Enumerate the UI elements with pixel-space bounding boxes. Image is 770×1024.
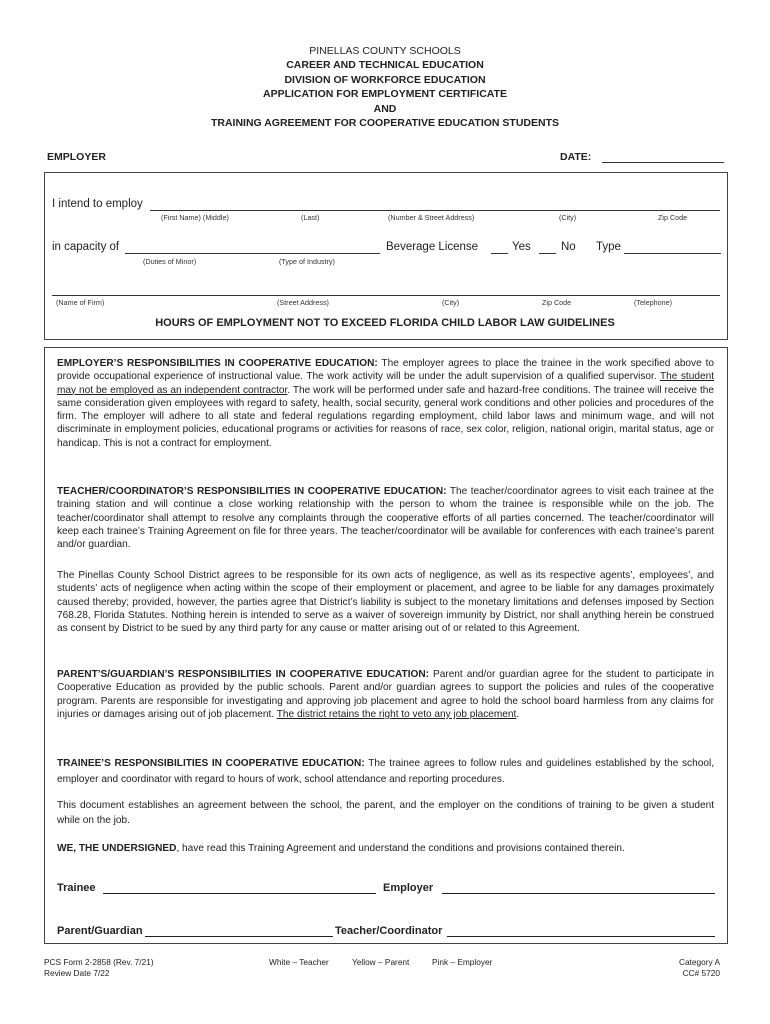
firm-telephone-caption: (Telephone) <box>634 298 672 307</box>
teacher-resp-heading: TEACHER/COORDINATOR’S RESPONSIBILITIES IN COOPERATIVE EDUCATION: <box>57 486 447 497</box>
city-caption: (City) <box>559 213 577 222</box>
employer-info-box <box>44 172 728 340</box>
zip-caption: Zip Code <box>658 213 688 222</box>
district-liability-paragraph: The Pinellas County School District agrees to be responsible for its own acts of negligence, as well as its respective agents’, employees’, and students’ acts of negligence when acting within the scope of their employment or placement, and agree to be liable for any damages proximately caused thereby; provided, however, the parties agree that District’s liability is subject to the monetary limitations and defenses imposed by Section 768.28, Florida Statutes. Nothing herein is intended to serve as a waiver of sovereign immunity by District, nor shall anything herein be construed as consent by District to be sued by any third party for any cause or matter arising out of or related to this Agreement. <box>57 570 714 635</box>
employer-resp-heading: EMPLOYER’S RESPONSIBILITIES IN COOPERATIVE EDUCATION: <box>57 358 378 369</box>
beverage-yes-field[interactable] <box>491 253 508 254</box>
last-name-caption: (Last) <box>301 213 320 222</box>
firm-city-caption: (City) <box>442 298 460 307</box>
teacher-signature-field[interactable] <box>447 936 715 937</box>
division-name: DIVISION OF WORKFORCE EDUCATION <box>284 73 486 86</box>
parent-resp-text: Parent and/or guardian agree for the student to participate in Cooperative Education as provided by the public schools. Parent and/or guardian agrees to support the policies and rules of the cooperative program. Parents are responsible for investigating and approving job placement and agree to hold the school board harmless from any claims for injuries or damages arising out of job placement. <box>57 669 714 720</box>
firm-zip-caption: Zip Code <box>542 298 572 307</box>
department-name: CAREER AND TECHNICAL EDUCATION <box>286 59 484 72</box>
review-date: Review Date 7/22 <box>44 968 110 978</box>
employer-signature-field[interactable] <box>442 893 715 894</box>
trainee-resp-text: The trainee agrees to follow rules and guidelines established by the school, employer and coordinator with regard to hours of work, school attendance and reporting procedures. <box>57 758 714 785</box>
copy-white: White – Teacher <box>269 957 329 967</box>
copy-pink: Pink – Employer <box>432 957 493 967</box>
parent-resp-heading: PARENT’S/GUARDIAN’S RESPONSIBILITIES IN COOPERATIVE EDUCATION: <box>57 669 430 680</box>
employee-name-address-field[interactable] <box>150 210 720 211</box>
copy-yellow: Yellow – Parent <box>352 957 410 967</box>
employer-signature-label: Employer <box>383 882 434 894</box>
trainee-responsibilities <box>57 756 714 787</box>
form-subtitle: TRAINING AGREEMENT FOR COOPERATIVE EDUCATION STUDENTS <box>210 117 560 130</box>
parent-signature-field[interactable] <box>145 936 333 937</box>
parent-resp-end: . <box>516 708 520 720</box>
cc-number: CC# 5720 <box>682 968 720 978</box>
employer-resp-text1: The employer agrees to place the trainee in the work specified above to provide occupational experience of instructional value. The work activity will be under the adult supervision of a qualified supervisor. <box>57 358 714 383</box>
duties-caption: (Duties of Minor) <box>143 257 197 266</box>
form-title: APPLICATION FOR EMPLOYMENT CERTIFICATE <box>262 88 508 101</box>
agreement-paragraph: This document establishes an agreement between the school, the parent, and the employer on the conditions of training to be given a student while on the job. <box>57 800 714 826</box>
district-name: PINELLAS COUNTY SCHOOLS <box>309 45 461 57</box>
date-label: DATE: <box>560 151 592 163</box>
parent-responsibilities <box>57 668 714 721</box>
capacity-field[interactable] <box>125 253 380 254</box>
category-label: Category A <box>678 957 720 967</box>
firm-info-field[interactable] <box>52 295 720 296</box>
employer-label: EMPLOYER <box>47 151 106 163</box>
document-header <box>0 44 770 130</box>
form-number: PCS Form 2-2858 (Rev. 7/21) <box>44 957 154 967</box>
firm-name-caption: (Name of Firm) <box>56 298 105 307</box>
street-address-caption: (Number & Street Address) <box>388 213 475 222</box>
parent-guardian-label: Parent/Guardian <box>57 925 143 937</box>
parent-resp-underlined: The district retains the right to veto any job placement <box>276 708 517 720</box>
beverage-license-label: Beverage License <box>386 241 479 253</box>
trainee-label: Trainee <box>57 882 96 894</box>
employer-resp-text2: . The work will be performed under safe and hazard-free conditions. The trainee will receive the same consideration given employees with regard to safety, health, social security, general work conditions and other policies and procedures of the firm. The employer will adhere to all state and federal regulations regarding employment, child labor laws and minimum wage, and will not discriminate in employment policies, educational programs or activities for reasons of race, sex color, religion, national origin, marital status, age or handicap. This is not a contract for employment. <box>57 384 714 449</box>
hours-notice: HOURS OF EMPLOYMENT NOT TO EXCEED FLORIDA CHILD LABOR LAW GUIDELINES <box>155 317 615 329</box>
license-type-label: Type <box>596 241 621 253</box>
date-field[interactable] <box>602 162 724 163</box>
teacher-responsibilities <box>57 485 714 551</box>
industry-caption: (Type of Industry) <box>279 257 335 266</box>
undersigned-bold: WE, THE UNDERSIGNED <box>57 843 177 854</box>
employer-responsibilities <box>57 357 714 450</box>
trainee-resp-heading: TRAINEE’S RESPONSIBILITIES IN COOPERATIVE EDUCATION: <box>57 758 365 769</box>
trainee-signature-field[interactable] <box>103 893 376 894</box>
capacity-label: in capacity of <box>52 241 120 253</box>
beverage-no-field[interactable] <box>539 253 556 254</box>
teacher-coordinator-label: Teacher/Coordinator <box>335 925 443 937</box>
first-name-caption: (First Name) (Middle) <box>161 213 229 222</box>
license-type-field[interactable] <box>624 253 721 254</box>
firm-street-caption: (Street Address) <box>277 298 329 307</box>
undersigned-text: , have read this Training Agreement and understand the conditions and provisions contained therein. <box>176 843 625 854</box>
undersigned-statement <box>57 842 714 855</box>
employ-intro: I intend to employ <box>52 198 143 210</box>
beverage-no-label: No <box>561 241 576 253</box>
form-title-and: AND <box>373 102 397 115</box>
teacher-resp-text: The teacher/coordinator agrees to visit each trainee at the training station and will continue a close working relationship with the person to whom the trainee is responsible while on the job. The teacher/coordinator shall attempt to resolve any complaints through the cooperative efforts of all parties concerned. The teacher/coordinator will keep each trainee’s Training Agreement on file for three years. The teacher/coordinator will be available for conferences with each trainee’s parent and/or guardian. <box>57 486 714 551</box>
beverage-yes-label: Yes <box>512 241 531 253</box>
employer-resp-underlined: The student may not be employed as an independent contractor <box>57 371 714 396</box>
